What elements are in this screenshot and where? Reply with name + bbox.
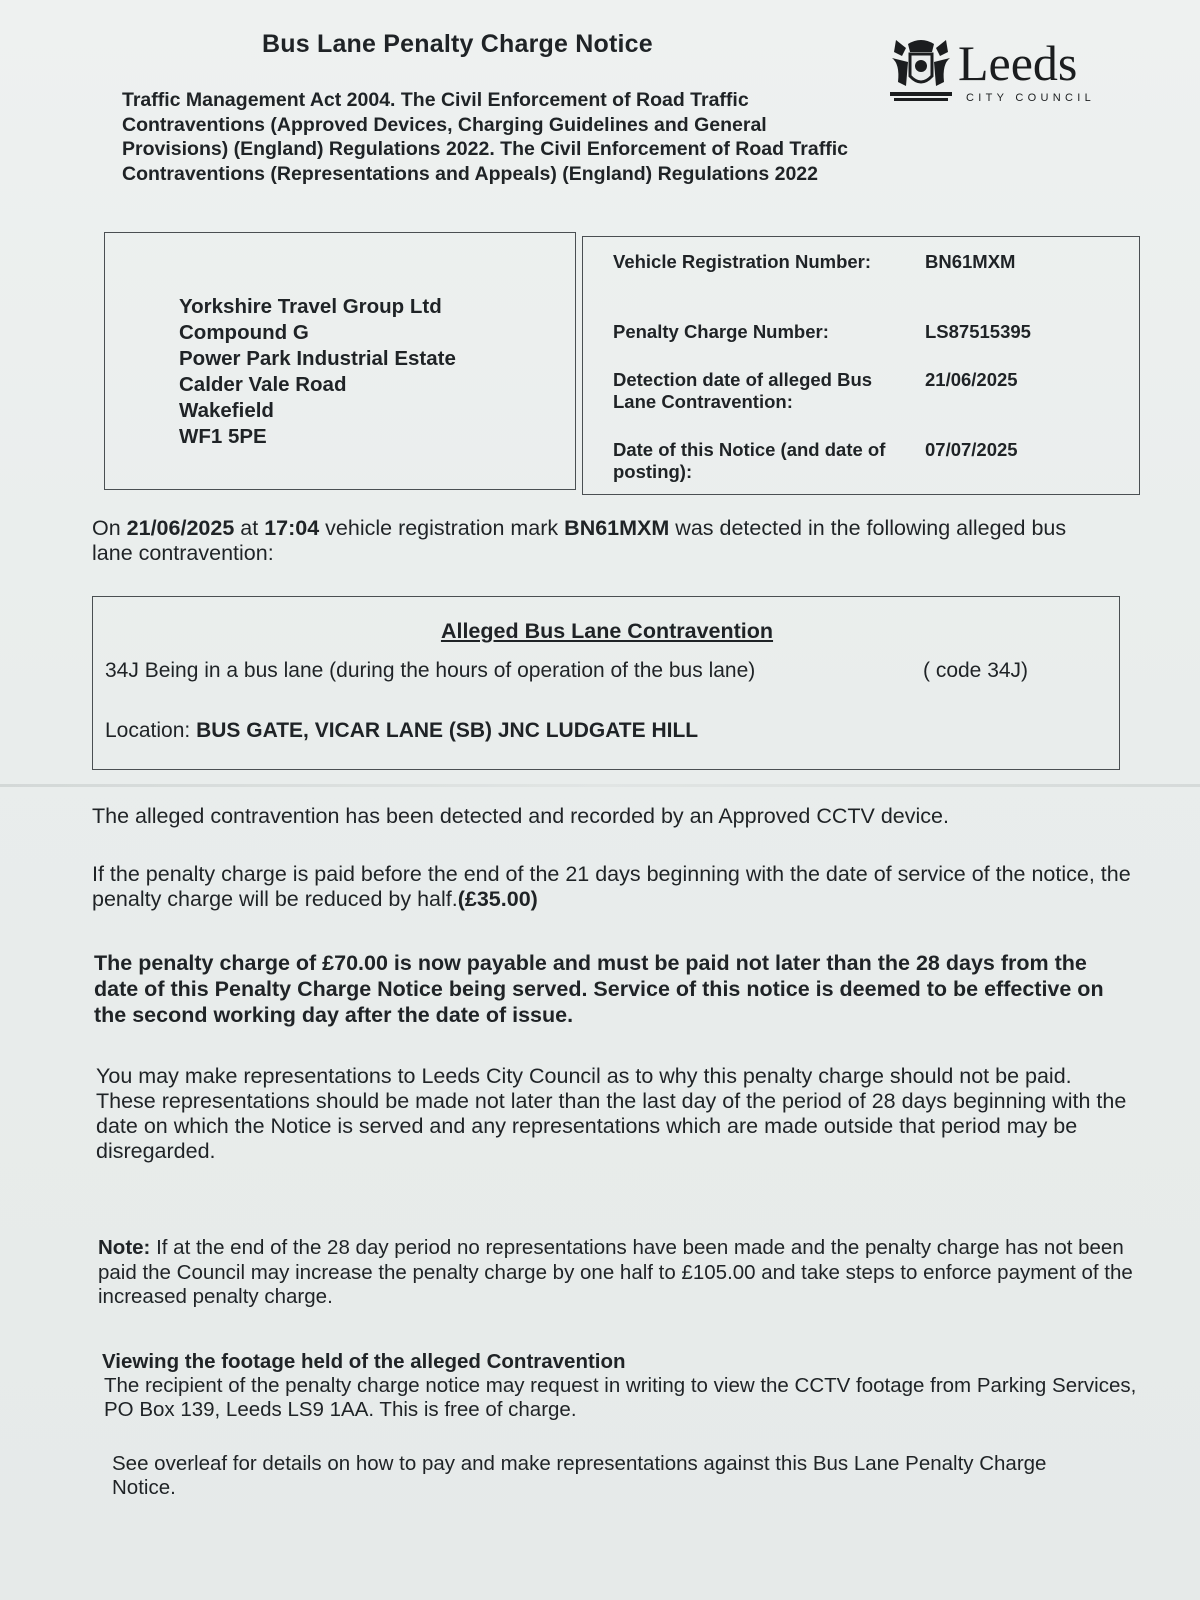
address-line: Wakefield — [179, 399, 274, 422]
detection-date-label: Detection date of alleged Bus Lane Contravention: — [613, 369, 873, 412]
vehicle-registration-label: Vehicle Registration Number: — [613, 251, 872, 272]
detection-date: 21/06/2025 — [126, 516, 235, 540]
reduction-text: If the penalty charge is paid before the end of the 21 days beginning with the date of service of the notice, the penalty charge will be reduced by half. — [92, 862, 1131, 911]
cctv-paragraph: The alleged contravention has been detected and recorded by an Approved CCTV device. — [92, 804, 949, 828]
payable-paragraph: The penalty charge of £70.00 is now payable and must be paid not later than the 28 days from the date of this Penalty Charge Notice being served. Service of this notice is deemed to be effective on the second working day after the date of issue. — [94, 951, 1104, 1027]
footage-heading: Viewing the footage held of the alleged Contravention — [102, 1350, 626, 1373]
logo-subtitle: CITY COUNCIL — [966, 92, 1096, 104]
footage-paragraph: The recipient of the penalty charge notice may request in writing to view the CCTV footage from Parking Services, PO Box 139, Leeds LS9 1AA. This is free of charge. — [104, 1374, 1137, 1421]
detection-statement — [92, 516, 1112, 566]
address-line: Power Park Industrial Estate — [179, 347, 456, 370]
detection-registration: BN61MXM — [564, 516, 670, 540]
detection-time: 17:04 — [264, 516, 320, 540]
representations-paragraph: You may make representations to Leeds City Council as to why this penalty charge should not be paid. These representations should be made not later than the last day of the period of 28 days beginning with the date on which the Notice is served and any representations which are made outside that period may be disregarded. — [96, 1064, 1127, 1163]
recipient-address-box — [104, 232, 576, 490]
overleaf-paragraph: See overleaf for details on how to pay and make representations against this Bus Lane Penalty Charge Notice. — [112, 1452, 1047, 1499]
contravention-description: 34J Being in a bus lane (during the hours of operation of the bus lane) — [105, 659, 756, 682]
reduction-paragraph — [92, 862, 1132, 912]
reduction-amount: (£35.00) — [457, 887, 538, 911]
address-line: Yorkshire Travel Group Ltd — [179, 295, 442, 318]
coat-of-arms-icon — [888, 34, 954, 104]
penalty-charge-number-value: LS87515395 — [925, 321, 1031, 342]
location-label: Location: — [105, 719, 191, 742]
note-label: Note: — [98, 1236, 151, 1259]
contravention-code: ( code 34J) — [923, 659, 1029, 682]
vehicle-registration-value: BN61MXM — [925, 251, 1016, 272]
detection-suffix: was detected in the following alleged bus lane contravention: — [92, 516, 1067, 565]
location-value: BUS GATE, VICAR LANE (SB) JNC LUDGATE HILL — [196, 719, 699, 742]
detection-at: at — [240, 516, 259, 540]
paper-fold — [0, 784, 1200, 787]
penalty-charge-number-label: Penalty Charge Number: — [613, 321, 829, 342]
address-line: WF1 5PE — [179, 425, 267, 448]
note-text: If at the end of the 28 day period no representations have been made and the penalty charge has not been paid the Council may increase the penalty charge by one half to £105.00 and take steps to enforce payment of the increased penalty charge. — [98, 1236, 1133, 1308]
contravention-location — [105, 719, 698, 743]
detection-middle: vehicle registration mark — [325, 516, 559, 540]
logo-wordmark: Leeds — [958, 35, 1078, 91]
notice-date-label: Date of this Notice (and date of posting): — [613, 439, 886, 482]
legislation-intro: Traffic Management Act 2004. The Civil Enforcement of Road Traffic Contraventions (Approved Devices, Charging Guidelines and General Provisions) (England) Regulations 2022. The Civil Enforcement of Road Traffic Contraventions (Representations and Appeals) (England) Regulations 2022 — [122, 89, 848, 185]
detection-date-value: 21/06/2025 — [925, 369, 1018, 390]
address-line: Calder Vale Road — [179, 373, 347, 396]
council-logo — [888, 34, 1118, 106]
contravention-title: Alleged Bus Lane Contravention — [440, 619, 774, 643]
note-paragraph — [98, 1236, 1138, 1310]
notice-details-box — [582, 236, 1140, 495]
detection-prefix: On — [92, 516, 121, 540]
notice-date-value: 07/07/2025 — [925, 439, 1018, 460]
contravention-box — [92, 596, 1120, 770]
address-line: Compound G — [179, 321, 309, 344]
notice-title: Bus Lane Penalty Charge Notice — [262, 30, 653, 58]
